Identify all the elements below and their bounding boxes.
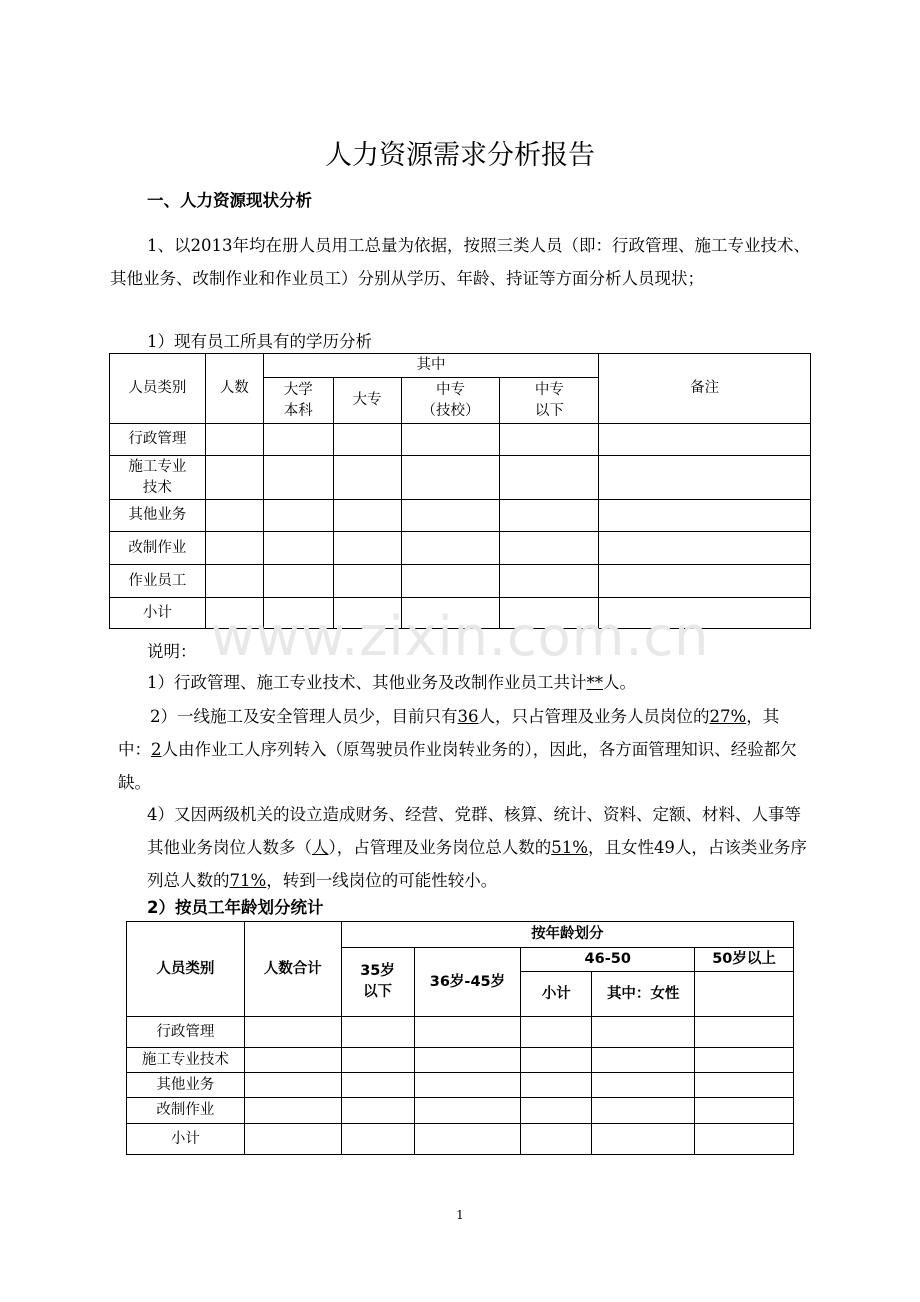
table-row — [127, 1073, 794, 1098]
section-heading: 一、人力资源现状分析 — [147, 191, 312, 210]
row-label: 小计 — [110, 598, 206, 629]
header-female: 其中：女性 — [592, 972, 695, 1017]
note-value: 71% — [229, 871, 267, 890]
header-36-45: 36岁-45岁 — [414, 948, 521, 1017]
note-item-2: 2）一线施工及安全管理人员少，目前只有36人，只占管理及业务人员岗位的27%，其中：2人由作业工人序列转入（原驾驶员作业岗转业务的），因此，各方面管理知识、经验都欠缺。 — [118, 707, 797, 792]
header-college: 大专 — [333, 378, 401, 424]
table2-caption: 2）按员工年龄划分统计 — [147, 898, 324, 917]
row-label: 施工专业 技术 — [110, 456, 206, 500]
row-label: 作业员工 — [110, 565, 206, 598]
header-technical: 中专 （技校） — [401, 378, 500, 424]
note-value: 27% — [709, 707, 747, 726]
table-row — [110, 565, 811, 598]
row-label: 行政管理 — [110, 424, 206, 456]
header-count: 人数 — [205, 354, 263, 424]
header-46-50: 46-50 — [521, 948, 695, 972]
intro-text: 1、以2013年均在册人员用工总量为依据，按照三类人员（即：行政管理、施工专业技术、其他业务、改制作业和作业员工）分别从学历、年龄、持证等方面分析人员现状； — [110, 236, 810, 288]
header-notes: 备注 — [599, 354, 811, 424]
table-row — [110, 424, 811, 456]
row-label: 改制作业 — [127, 1098, 245, 1124]
page-number: 1 — [456, 1208, 464, 1222]
intro-paragraph — [110, 229, 812, 295]
table-row — [127, 1098, 794, 1124]
table-row — [127, 1124, 794, 1155]
note-value: 2 — [151, 740, 162, 759]
table-row — [127, 1017, 794, 1048]
row-label: 行政管理 — [127, 1017, 245, 1048]
table-row — [110, 500, 811, 532]
note-value: 36 — [457, 707, 479, 726]
note-value: 51% — [551, 838, 588, 857]
table1-caption: 1）现有员工所具有的学历分析 — [147, 332, 372, 351]
page-title: 人力资源需求分析报告 — [325, 140, 595, 171]
notes-label: 说明： — [147, 642, 197, 661]
row-label: 其他业务 — [110, 500, 206, 532]
note-item-1: 1）行政管理、施工专业技术、其他业务及改制作业员工共计**人。 — [147, 673, 636, 692]
header-total: 人数合计 — [244, 922, 341, 1017]
row-label: 施工专业技术 — [127, 1048, 245, 1073]
header-below: 中专 以下 — [500, 378, 599, 424]
education-table — [109, 353, 811, 629]
table-row — [127, 1048, 794, 1073]
watermark: www.zixin.com.cn — [210, 605, 710, 668]
note-value: ** — [586, 673, 603, 692]
header-category: 人员类别 — [110, 354, 206, 424]
row-label: 小计 — [127, 1124, 245, 1155]
header-under35: 35岁 以下 — [341, 948, 414, 1017]
table-row — [110, 456, 811, 500]
header-university: 大学 本科 — [263, 378, 333, 424]
row-label: 改制作业 — [110, 532, 206, 565]
header-group: 按年龄划分 — [341, 922, 793, 948]
header-category: 人员类别 — [127, 922, 245, 1017]
header-over50: 50岁以上 — [695, 948, 794, 972]
age-table — [126, 921, 794, 1155]
header-group: 其中 — [263, 354, 599, 378]
row-label: 其他业务 — [127, 1073, 245, 1098]
table-row — [110, 532, 811, 565]
note-item-3: 4）又因两级机关的设立造成财务、经营、党群、核算、统计、资料、定额、材料、人事等其他业务岗位人数多（人），占管理及业务岗位总人数的51%，且女性49人，占该类业务序列总人数的71%，转到一线岗位的可能性较小。 — [147, 805, 807, 890]
header-subtotal: 小计 — [521, 972, 592, 1017]
note-value: 人 — [312, 838, 329, 857]
